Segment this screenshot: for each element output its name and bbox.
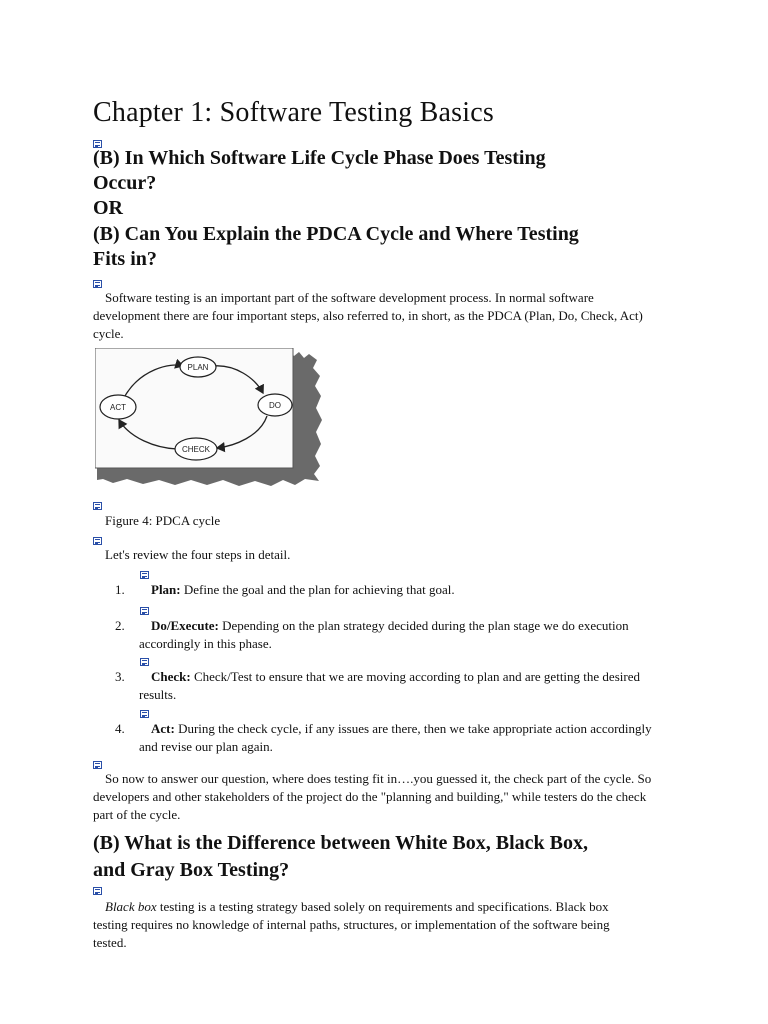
- act-label: ACT: [110, 403, 126, 412]
- question-heading-2: [93, 830, 673, 884]
- step-description: During the check cycle, if any issues are there, then we take appropriate action accordingly and revise our plan again.: [139, 721, 652, 754]
- paragraph-marker-icon: [93, 887, 102, 895]
- step-term: Act:: [151, 721, 175, 736]
- step-description: Depending on the plan strategy decided during the plan stage we do execution accordingly in this phase.: [139, 618, 629, 651]
- step-description: Check/Test to ensure that we are moving according to plan and are getting the desired results.: [139, 669, 640, 702]
- question-heading-1-line4: Fits in?: [93, 248, 157, 270]
- paragraph-marker-icon: [93, 537, 102, 545]
- question-heading-1-line3: (B) Can You Explain the PDCA Cycle and Where Testing: [93, 223, 579, 245]
- answer-paragraph: So now to answer our question, where does testing fit in….you guessed it, the check part of the cycle. So developers and other stakeholders of the project do the "planning and building," while testers do the check part of the cycle.: [93, 771, 652, 822]
- intro-paragraph: Software testing is an important part of the software development process. In normal software development there are four important steps, also referred to, in short, as the PDCA (Plan, Do, Check, Act) cycle.: [93, 290, 643, 341]
- list-item-text: [139, 668, 669, 704]
- paragraph-marker-icon: [140, 571, 149, 579]
- paragraph-marker-icon: [140, 710, 149, 718]
- paragraph-marker-icon: [93, 502, 102, 510]
- blackbox-paragraph: [93, 898, 641, 952]
- blackbox-description: testing is a testing strategy based solely on requirements and specifications. Black box testing requires no knowledge of internal paths, structures, or implementation of the software being tested.: [93, 899, 610, 950]
- list-number: 1.: [115, 582, 125, 597]
- or-separator: OR: [93, 197, 123, 219]
- paragraph-marker-icon: [93, 280, 102, 288]
- blackbox-term: Black box: [105, 899, 157, 914]
- plan-label: PLAN: [187, 363, 209, 372]
- list-number: 4.: [115, 721, 125, 736]
- pdca-diagram-svg: [95, 348, 325, 488]
- do-label: DO: [269, 401, 281, 410]
- question-heading-2-line2: and Gray Box Testing?: [93, 859, 290, 881]
- review-intro: Let's review the four steps in detail.: [105, 547, 291, 562]
- step-term: Check:: [151, 669, 191, 684]
- list-number: 2.: [115, 618, 125, 633]
- check-label: CHECK: [181, 445, 211, 454]
- figure-caption: Figure 4: PDCA cycle: [105, 513, 221, 528]
- paragraph-marker-icon: [93, 761, 102, 769]
- paragraph-marker-icon: [140, 658, 149, 666]
- paragraph-marker-icon: [140, 607, 149, 615]
- step-term: Plan:: [151, 582, 181, 597]
- question-heading-1: [93, 146, 673, 272]
- list-item-text: [139, 617, 669, 653]
- list-item-text: [139, 581, 669, 599]
- question-heading-1-line1: (B) In Which Software Life Cycle Phase Does Testing: [93, 147, 546, 169]
- question-heading-2-line1: (B) What is the Difference between White Box, Black Box,: [93, 832, 588, 854]
- pdca-cycle-diagram: [95, 348, 325, 488]
- list-item-text: [139, 720, 669, 756]
- step-description: Define the goal and the plan for achieving that goal.: [180, 582, 455, 597]
- list-number: 3.: [115, 669, 125, 684]
- chapter-title: Chapter 1: Software Testing Basics: [93, 97, 494, 128]
- question-heading-1-line2: Occur?: [93, 172, 157, 194]
- step-term: Do/Execute:: [151, 618, 219, 633]
